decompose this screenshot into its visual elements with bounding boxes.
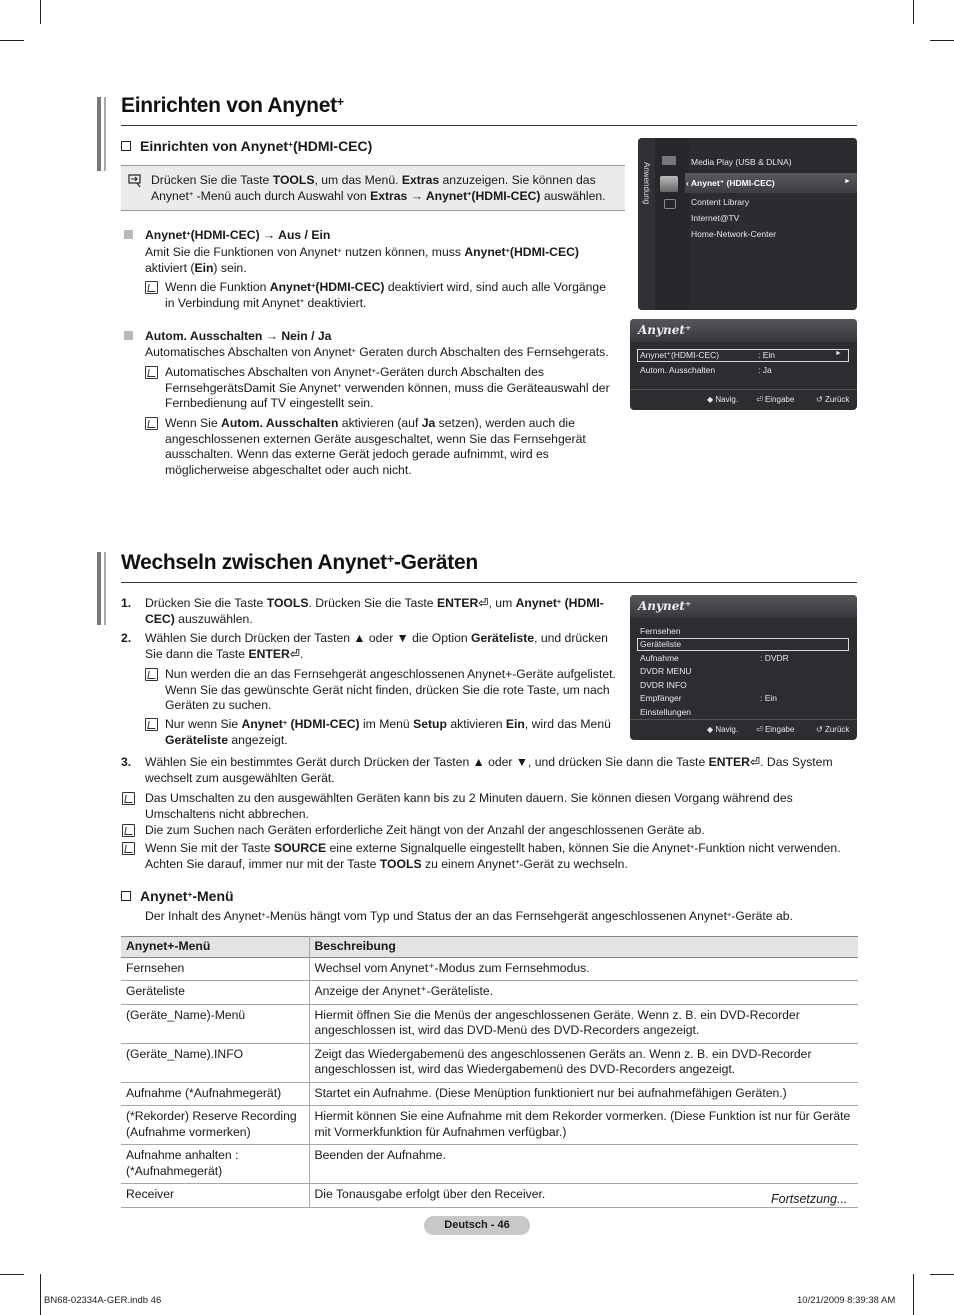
note-icon <box>122 842 135 855</box>
tools-note-box <box>121 165 625 211</box>
step-number: 2. <box>121 631 132 645</box>
device-list-item[interactable]: Empfänger <box>640 693 682 703</box>
step-number: 1. <box>121 596 132 610</box>
item-description: Automatisches Abschalten von Anynet+ Geraten durch Abschalten des Fernsehgerats. <box>145 345 609 359</box>
description-cell: Hiermit öffnen Sie die Menüs der angeschlossenen Geräte. Wenn z. B. ein DVD-Recorder angeschlossen ist, wird das DVD-Menü des DVD-Recorders angezeigt. <box>309 1004 858 1043</box>
column-header: Anynet+-Menü <box>121 937 309 958</box>
device-list-item[interactable]: Einstellungen <box>640 707 692 717</box>
table-row <box>121 1082 858 1106</box>
divider <box>630 389 857 390</box>
checkbox-bullet-icon <box>121 141 131 151</box>
enter-icon: ⏎ <box>289 646 300 661</box>
table-row <box>121 957 858 981</box>
table-header-row <box>121 937 858 958</box>
tv-screen-anynet-setup <box>630 319 857 410</box>
back-hint: ↺ Zurück <box>816 395 850 404</box>
section-bar <box>97 97 101 171</box>
note-icon <box>145 281 158 294</box>
general-note: Das Umschalten zu den ausgewählten Geräten kann bis zu 2 Minuten dauern. Sie können diesen Vorgang während des Umschaltens nicht abbrechen. <box>145 791 793 821</box>
bullet-square-icon <box>124 230 133 239</box>
device-list-item[interactable]: DVDR INFO <box>640 680 687 690</box>
step-text: Drücken Sie die Taste TOOLS. Drücken Sie die Taste ENTER⏎, um Anynet+ (HDMI- CEC) auszuwählen. <box>145 596 604 626</box>
menu-item-anynet[interactable]: ‹ Anynet⁺ (HDMI-CEC) <box>686 178 775 188</box>
menu-cell: Receiver <box>121 1184 309 1208</box>
description-cell: Beenden der Aufnahme. <box>309 1145 858 1184</box>
subsection-heading-hdmi-cec: Einrichten von Anynet+(HDMI-CEC) <box>121 138 372 154</box>
device-list-value: : DVDR <box>760 653 789 663</box>
menu-intro: Der Inhalt des Anynet+-Menüs hängt vom Typ und Status der an das Fernsehgerät angeschlossenen Anynet+-Geräte ab. <box>145 909 793 923</box>
subsection-heading-anynet-menu: Anynet+-Menü <box>121 888 234 904</box>
setting-label[interactable]: Autom. Ausschalten <box>640 365 716 375</box>
menu-item-content-library[interactable]: Content Library <box>691 197 750 207</box>
step-text: Wählen Sie ein bestimmtes Gerät durch Drücken der Tasten ▲ oder ▼, und drücken Sie dann die Taste ENTER⏎. Das System wechselt zum ausgewählten Gerät. <box>145 755 833 785</box>
step-note: Nur wenn Sie Anynet+ (HDMI-CEC) im Menü Setup aktivieren Ein, wird das Menü Geräteliste angezeigt. <box>165 717 611 747</box>
nav-hint: ◆ Navig. <box>707 725 739 734</box>
crop-mark <box>0 1274 24 1275</box>
section-title-switch: Wechseln zwischen Anynet+-Geräten <box>121 551 478 574</box>
menu-cell: (*Rekorder) Reserve Recording (Aufnahme vormerken) <box>121 1106 309 1145</box>
crop-mark <box>913 0 914 24</box>
section-bar <box>104 97 106 171</box>
crop-mark <box>930 1274 954 1275</box>
device-list-value: : Ein <box>760 693 778 703</box>
step-note: Nun werden die an das Fernsehgerät angeschlossenen Anynet+-Geräte aufgelistet. Wenn Sie das gewünschte Gerät nicht finden, drücken Sie die rote Taste, um nach Geräten zu suchen. <box>165 667 616 712</box>
anynet-icon <box>660 176 678 192</box>
setting-label[interactable]: Anynet⁺(HDMI-CEC) <box>640 350 720 360</box>
general-note: Die zum Suchen nach Geräten erforderliche Zeit hängt von der Anzahl der angeschlossenen Geräte ab. <box>145 823 705 837</box>
tools-note-text: Drücken Sie die Taste TOOLS, um das Menü. Extras anzuzeigen. Sie können das Anynet+ -Menü auch durch Auswahl von Extras → Anynet+(HDMI-CEC) auswählen. <box>151 173 606 203</box>
setting-value: : Ja <box>758 365 772 375</box>
divider <box>630 719 857 720</box>
menu-cell: Aufnahme (*Aufnahmegerät) <box>121 1082 309 1106</box>
arrow-right-icon: ► <box>844 178 851 185</box>
setting-value: : Ein <box>758 350 776 360</box>
print-datetime: 10/21/2009 8:39:38 AM <box>797 1295 896 1306</box>
device-list-item[interactable]: Geräteliste <box>640 639 682 649</box>
section-bar <box>104 552 106 625</box>
description-cell: Hiermit können Sie eine Aufnahme mit dem Rekorder vormerken. (Diese Funktion ist nur für Geräte mit Vormerkfunktion für Aufnahmen verfügbar.) <box>309 1106 858 1145</box>
table-row <box>121 1184 858 1208</box>
table-row <box>121 981 858 1005</box>
file-info: BN68-02334A-GER.indb 46 <box>44 1295 162 1306</box>
enter-icon: ⏎ <box>749 755 761 769</box>
crop-mark <box>40 1274 41 1315</box>
menu-cell: (Geräte_Name)-Menü <box>121 1004 309 1043</box>
description-cell: Startet ein Aufnahme. (Diese Menüption funktioniert nur bei aufnahmefähigen Geräten.) <box>309 1082 858 1106</box>
table-row <box>121 1106 858 1145</box>
note-icon <box>145 417 158 430</box>
menu-cell: Fernsehen <box>121 957 309 981</box>
section-bar <box>97 552 101 625</box>
note-icon <box>145 668 158 681</box>
description-cell: Anzeige der Anynet⁺-Geräteliste. <box>309 981 858 1005</box>
device-list-item[interactable]: Aufnahme <box>640 653 679 663</box>
column-header: Beschreibung <box>309 937 858 958</box>
device-list-item[interactable]: DVDR MENU <box>640 666 692 676</box>
crop-mark <box>40 0 41 24</box>
section-rule <box>121 582 857 583</box>
description-cell: Zeigt das Wiedergabemenü des angeschlossenen Geräts an. Wenn z. B. ein DVD-Recorder angeschlossen ist, wird das Wiedergabemenü des DVD-Recorders angezeigt. <box>309 1043 858 1082</box>
media-play-icon <box>662 156 676 165</box>
table-row <box>121 1145 858 1184</box>
description-cell: Wechsel vom Anynet⁺-Modus zum Fernsehmodus. <box>309 957 858 981</box>
crop-mark <box>0 40 24 41</box>
item-heading-auto-off: Autom. Ausschalten → Nein / Ja <box>145 329 332 343</box>
item-description: Amit Sie die Funktionen von Anynet+ nutzen können, muss Anynet+(HDMI-CEC) aktiviert (Ein) sein. <box>145 245 579 275</box>
section-rule <box>121 125 857 126</box>
tools-icon <box>128 173 143 188</box>
menu-cell: Geräteliste <box>121 981 309 1005</box>
back-hint: ↺ Zurück <box>816 725 850 734</box>
enter-hint: ⏎ Eingabe <box>756 725 795 734</box>
menu-item-media-play[interactable]: Media Play (USB & DLNA) <box>691 157 792 167</box>
anynet-logo: Anynet⁺ <box>638 323 692 337</box>
note-icon <box>145 366 158 379</box>
arrow-right-icon: ► <box>835 350 842 357</box>
enter-icon: ⏎ <box>478 596 489 610</box>
anynet-menu-table <box>121 936 858 1208</box>
note-icon <box>145 718 158 731</box>
crop-mark <box>913 1274 914 1315</box>
description-cell: Die Tonausgabe erfolgt über den Receiver. <box>309 1184 858 1208</box>
crop-mark <box>930 40 954 41</box>
item-note: Wenn Sie Autom. Ausschalten aktivieren (auf Ja setzen), werden auch die angeschlossenen externen Geräte ausgeschaltet, wenn Sie das Fernsehgerät ausschalten. Wenn das externe Gerät jedoch gerade aufnimmt, wird es möglicherweise abgeschaltet oder auch nicht. <box>165 416 586 477</box>
table-row <box>121 1004 858 1043</box>
device-list-item[interactable]: Fernsehen <box>640 626 681 636</box>
continued-label: Fortsetzung... <box>771 1192 848 1206</box>
bullet-square-icon <box>124 331 133 340</box>
menu-item-home-network[interactable]: Home-Network-Center <box>691 229 777 239</box>
item-note: Automatisches Abschalten von Anynet+-Geräten durch Abschalten des FernsehgerätsDamit Sie Anynet+ verwenden können, muss die Geräteauswahl der Fernbedienung auf TV eingestellt sein. <box>165 365 610 410</box>
step-text: Wählen Sie durch Drücken der Tasten ▲ oder ▼ die Option Geräteliste, und drücken Sie dann die Taste ENTER⏎. <box>145 631 608 661</box>
note-icon <box>122 792 135 805</box>
anynet-logo: Anynet⁺ <box>638 599 692 613</box>
side-label: Anwendung <box>642 162 651 205</box>
page-number-badge: Deutsch - 46 <box>424 1216 530 1235</box>
menu-item-internet-tv[interactable]: Internet@TV <box>691 213 740 223</box>
enter-hint: ⏎ Eingabe <box>756 395 795 404</box>
item-heading-anynet-hdmi-cec: Anynet+(HDMI-CEC) → Aus / Ein <box>145 228 331 242</box>
item-note: Wenn die Funktion Anynet+(HDMI-CEC) deaktiviert wird, sind auch alle Vorgänge in Verbindung mit Anynet+ deaktiviert. <box>165 280 606 310</box>
nav-hint: ◆ Navig. <box>707 395 739 404</box>
tv-screen-application-menu <box>638 138 857 310</box>
menu-cell: (Geräte_Name).INFO <box>121 1043 309 1082</box>
menu-cell: Aufnahme anhalten : (*Aufnahmegerät) <box>121 1145 309 1184</box>
content-library-icon <box>664 199 676 209</box>
tv-screen-device-list <box>630 595 857 740</box>
note-icon <box>122 824 135 837</box>
general-note: Wenn Sie mit der Taste SOURCE eine externe Signalquelle eingestellt haben, können Sie die Anynet+-Funktion nicht verwenden. Achten Sie darauf, immer nur mit der Taste TOOLS zu einem Anynet+-Gerät zu wechseln. <box>145 841 841 871</box>
table-row <box>121 1043 858 1082</box>
step-number: 3. <box>121 755 132 769</box>
checkbox-bullet-icon <box>121 891 131 901</box>
section-title-setup: Einrichten von Anynet+ <box>121 94 344 117</box>
